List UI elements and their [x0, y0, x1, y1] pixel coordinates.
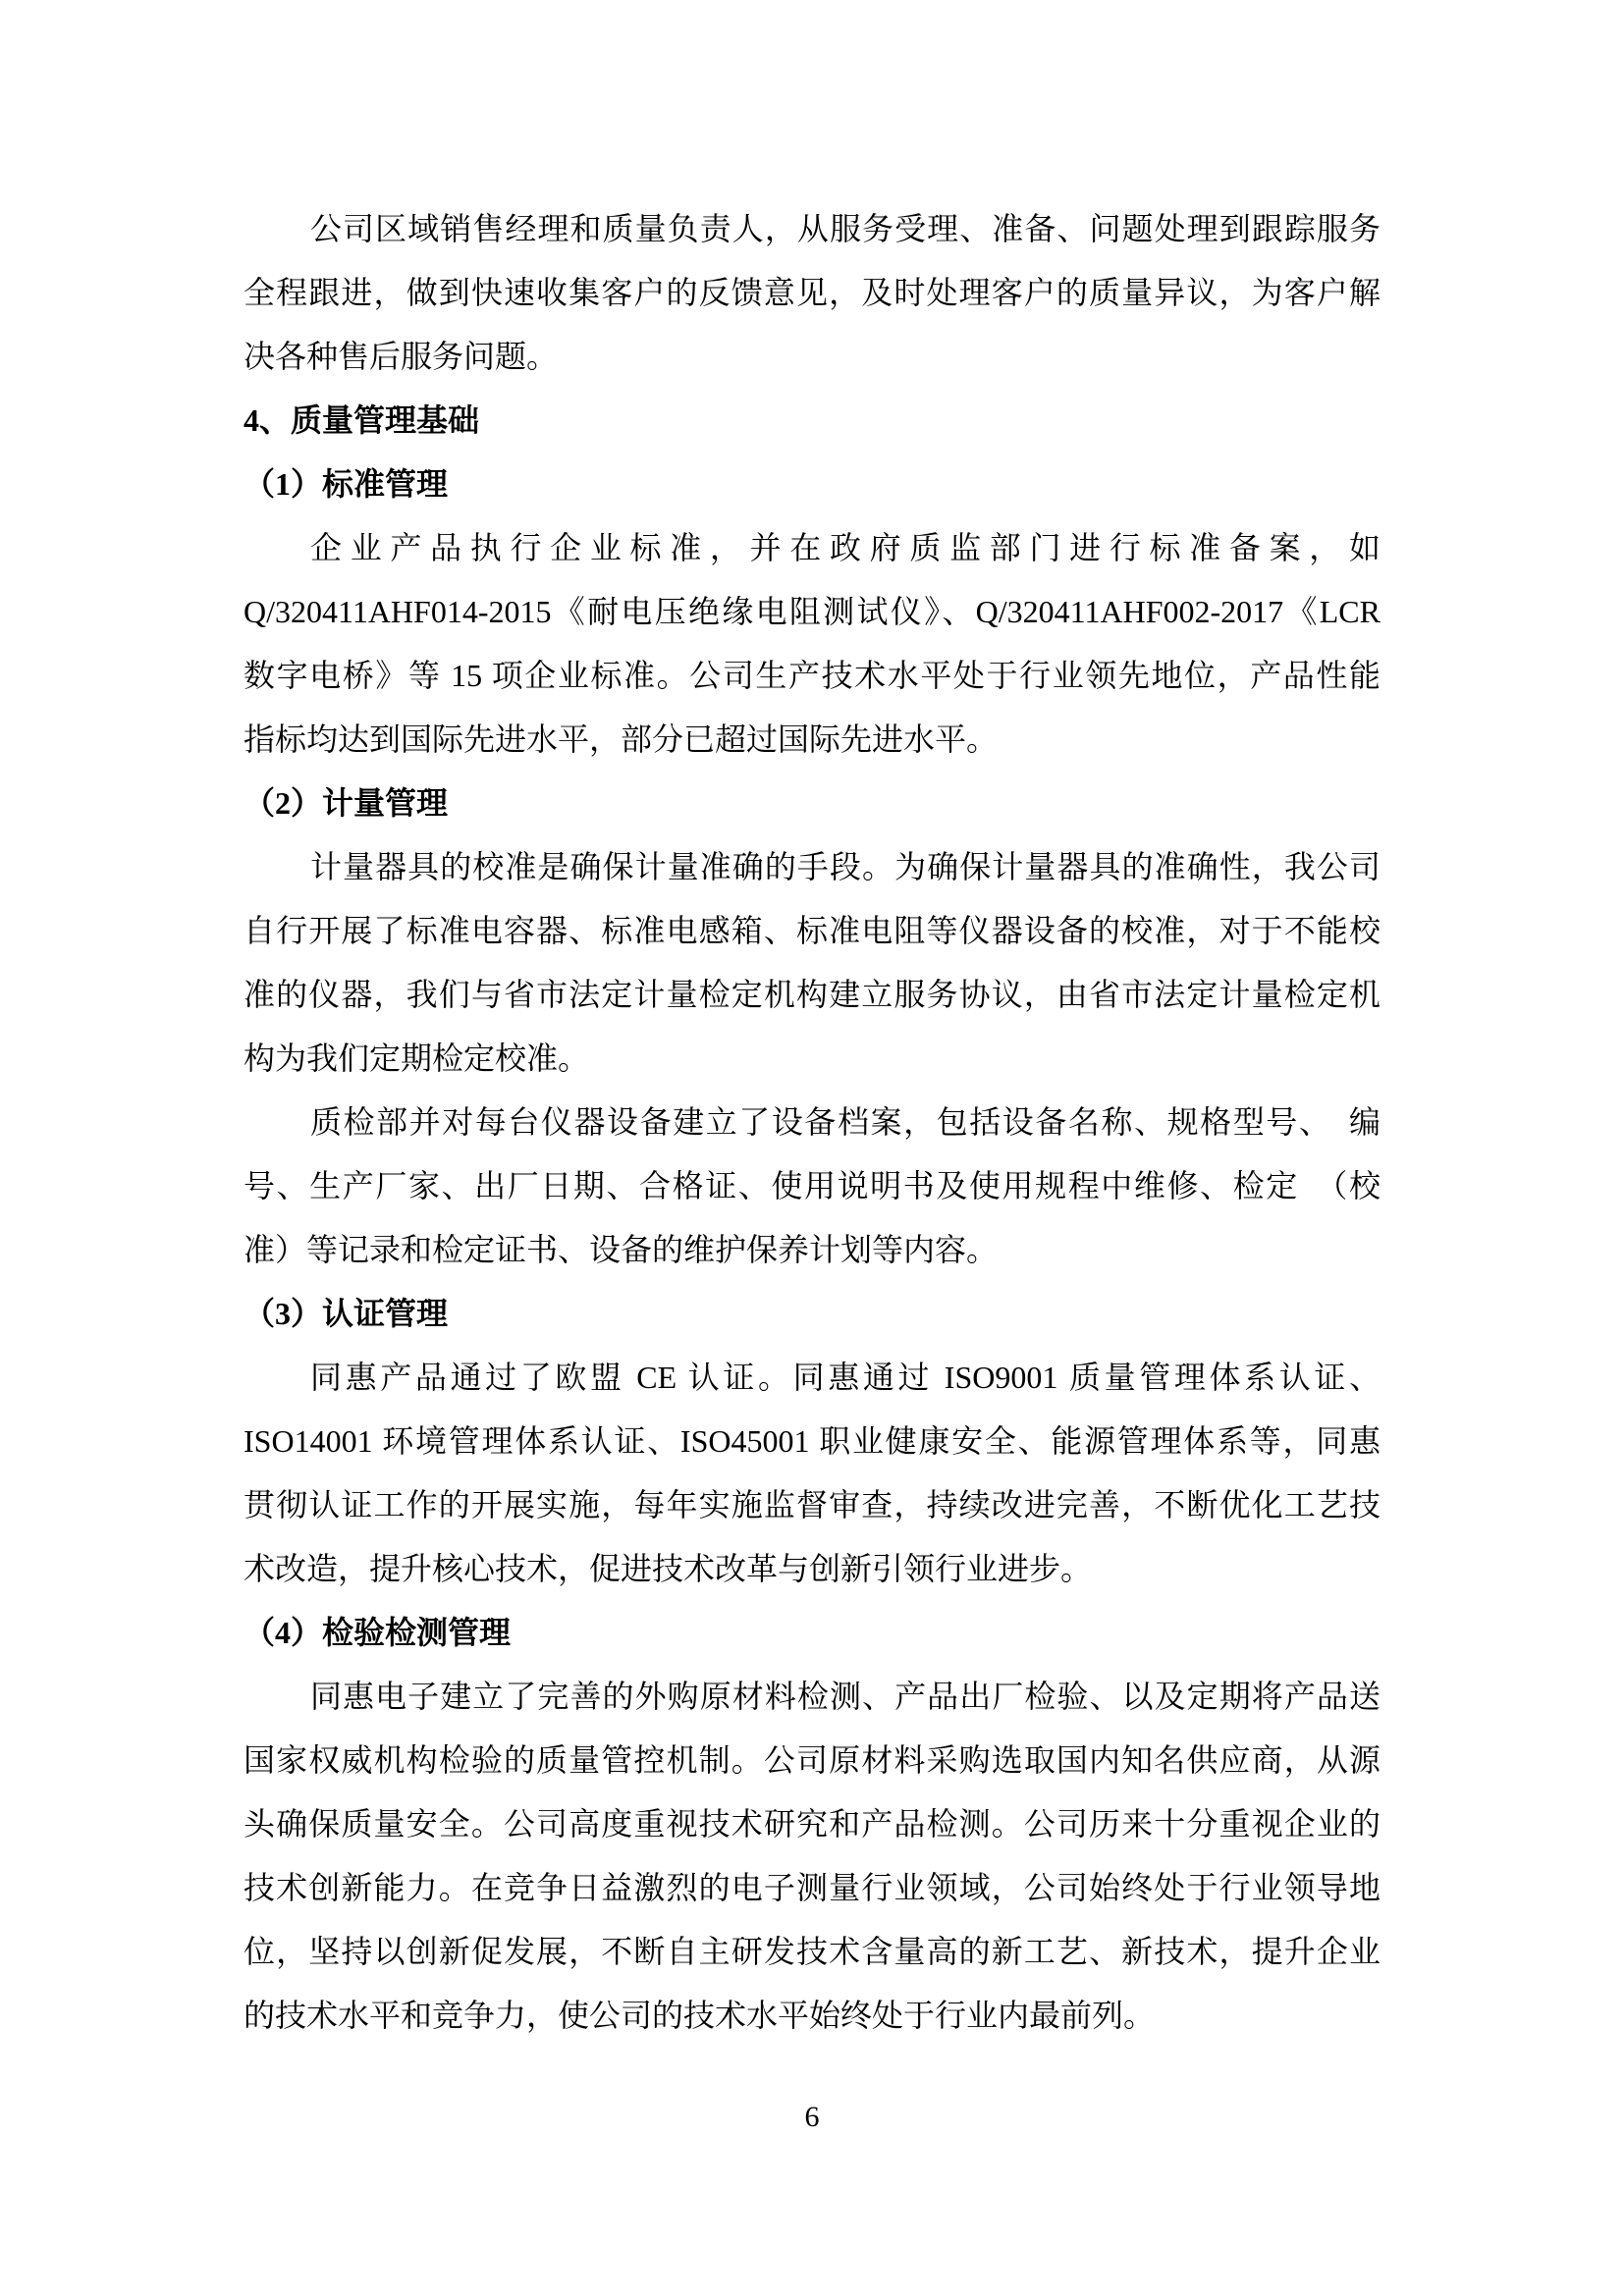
text-line: 企业产品执行企业标准，并在政府质监部门进行标准备案，如: [310, 530, 1380, 565]
paragraph: [244, 516, 1380, 772]
text-line: 头确保质量安全。公司高度重视技术研究和产品检测。公司历来十分重视企业的: [244, 1806, 1380, 1842]
text-line: 准的仪器，我们与省市法定计量检定机构建立服务协议，由省市法定计量检定机: [244, 977, 1380, 1012]
paragraph: [244, 835, 1380, 1091]
text-line: 构为我们定期检定校准。: [244, 1041, 590, 1076]
text-line: Q/320411AHF014-2015《耐电压绝缘电阻测试仪》、Q/320411AHF002-2017《LCR: [244, 594, 1380, 629]
text-line: 质检部并对每台仪器设备建立了设备档案，包括设备名称、规格型号、 编: [310, 1104, 1380, 1140]
section-heading: （2）计量管理: [244, 785, 449, 821]
text-line: 号、生产厂家、出厂日期、合格证、使用说明书及使用规程中维修、检定 （校: [244, 1168, 1380, 1203]
text-line: 准）等记录和检定证书、设备的维护保养计划等内容。: [244, 1232, 999, 1267]
paragraph: [244, 1346, 1380, 1601]
text-line: 自行开展了标准电容器、标准电感箱、标准电阻等仪器设备的校准，对于不能校: [244, 913, 1380, 948]
text-line: 技术创新能力。在竞争日益激烈的电子测量行业领域，公司始终处于行业领导地: [244, 1870, 1380, 1905]
text-line: 公司区域销售经理和质量负责人，从服务受理、准备、问题处理到跟踪服务: [310, 211, 1380, 246]
paragraph: [244, 197, 1380, 389]
section-heading: （1）标准管理: [244, 466, 449, 502]
text-line: 同惠电子建立了完善的外购原材料检测、产品出厂检验、以及定期将产品送: [310, 1679, 1380, 1714]
page-footer: [0, 2085, 1624, 2149]
document-blocks: [244, 197, 1380, 2048]
text-line: 国家权威机构检验的质量管控机制。公司原材料采购选取国内知名供应商，从源: [244, 1742, 1380, 1778]
text-line: ISO14001 环境管理体系认证、ISO45001 职业健康安全、能源管理体系等，同惠: [244, 1423, 1380, 1459]
text-line: 决各种售后服务问题。: [244, 339, 559, 374]
text-line: 贯彻认证工作的开展实施，每年实施监督审查，持续改进完善，不断优化工艺技: [244, 1487, 1380, 1522]
page-number: 6: [804, 2101, 820, 2133]
text-line: 数字电桥》等 15 项企业标准。公司生产技术水平处于行业领先地位，产品性能: [244, 658, 1380, 693]
section-heading: 4、质量管理基础: [244, 402, 480, 438]
paragraph: [244, 1091, 1380, 1282]
text-line: 指标均达到国际先进水平，部分已超过国际先进水平。: [244, 721, 999, 757]
text-line: 同惠产品通过了欧盟 CE 认证。同惠通过 ISO9001 质量管理体系认证、: [310, 1360, 1380, 1395]
section-heading: （3）认证管理: [244, 1296, 449, 1331]
text-line: 的技术水平和竞争力，使公司的技术水平始终处于行业内最前列。: [244, 1998, 1156, 2033]
text-line: 位，坚持以创新促发展，不断自主研发技术含量高的新工艺、新技术，提升企业: [244, 1934, 1380, 1969]
section-heading: （4）检验检测管理: [244, 1615, 512, 1650]
text-line: 计量器具的校准是确保计量准确的手段。为确保计量器具的准确性，我公司: [310, 849, 1380, 884]
text-line: 全程跟进，做到快速收集客户的反馈意见，及时处理客户的质量异议，为客户解: [244, 275, 1380, 310]
paragraph: [244, 1665, 1380, 2048]
text-line: 术改造，提升核心技术，促进技术改革与创新引领行业进步。: [244, 1551, 1093, 1586]
